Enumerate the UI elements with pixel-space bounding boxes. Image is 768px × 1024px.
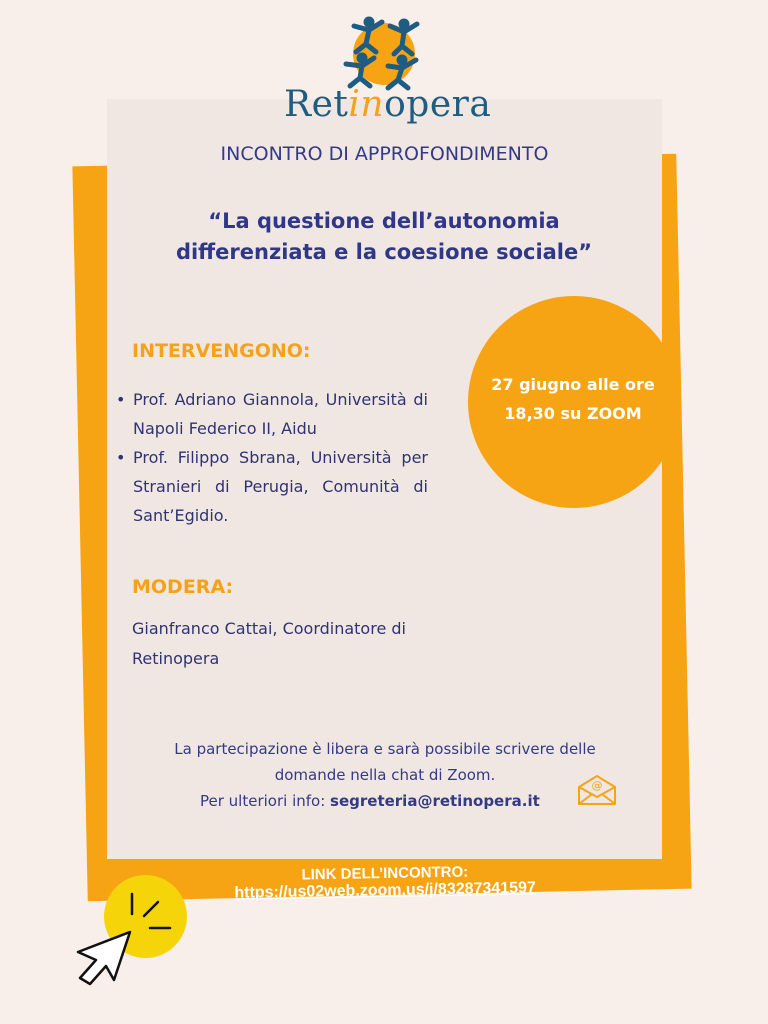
moderator-heading: MODERA: bbox=[132, 576, 234, 598]
meeting-link-block bbox=[200, 863, 571, 903]
zoom-link[interactable]: https://us02web.zoom.us/j/83287341597 bbox=[234, 879, 536, 902]
contact-info: Per ulteriori info: segreteria@retinopera.it bbox=[200, 792, 540, 810]
cursor-click-icon bbox=[70, 880, 190, 990]
people-sun-icon bbox=[284, 12, 484, 92]
list-item: • Prof. Filippo Sbrana, Università per Stranieri di Perugia, Comunità di Sant’Egidio. bbox=[116, 448, 428, 525]
svg-text:@: @ bbox=[591, 779, 603, 792]
speakers-list bbox=[116, 385, 428, 530]
event-type-subtitle: INCONTRO DI APPROFONDIMENTO bbox=[220, 143, 549, 165]
moderator-name: Gianfranco Cattai, Coordinatore di Retinopera bbox=[132, 619, 406, 668]
email-link[interactable]: segreteria@retinopera.it bbox=[330, 792, 540, 810]
retinopera-logo bbox=[284, 12, 492, 128]
list-item: • Prof. Adriano Giannola, Università di Napoli Federico II, Aidu bbox=[116, 390, 428, 438]
date-badge-text: 27 giugno alle ore 18,30 su ZOOM bbox=[491, 375, 655, 423]
logo-wordmark: Retinopera bbox=[284, 84, 492, 125]
participation-info: La partecipazione è libera e sarà possibile scrivere delle domande nella chat di Zoom. bbox=[174, 740, 596, 784]
event-title: “La questione dell’autonomia differenziata e la coesione sociale” bbox=[175, 209, 593, 264]
envelope-icon bbox=[576, 773, 618, 807]
meeting-link-label: LINK DELL’INCONTRO: bbox=[301, 863, 469, 884]
speakers-heading: INTERVENGONO: bbox=[132, 340, 311, 362]
